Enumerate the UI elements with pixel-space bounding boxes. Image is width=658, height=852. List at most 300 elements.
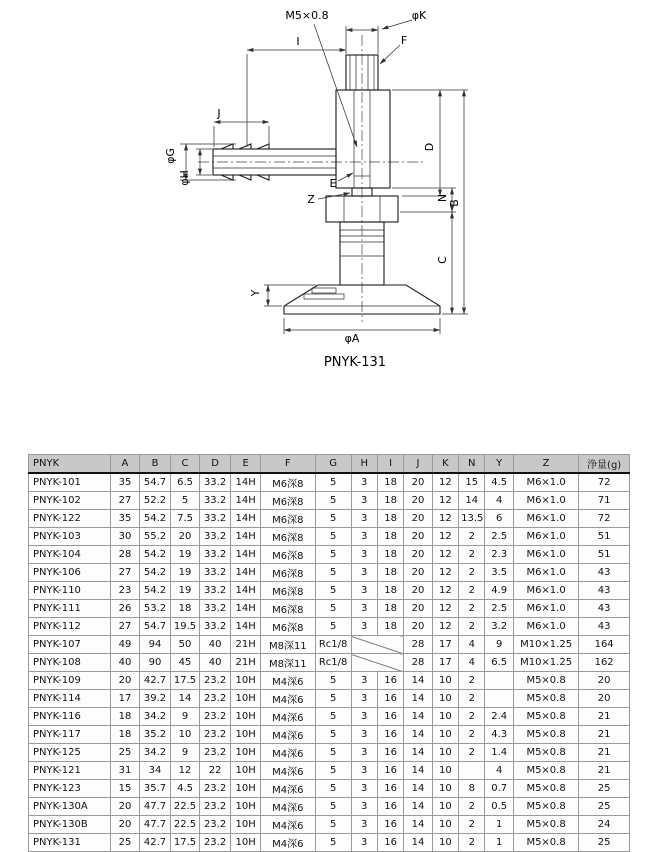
label-phi-a: φA (344, 332, 360, 345)
table-cell: 33.2 (199, 618, 231, 636)
table-cell: 25 (579, 780, 630, 798)
table-cell: M6深8 (260, 473, 315, 492)
table-row (29, 834, 630, 852)
table-cell: 9 (485, 636, 513, 654)
table-cell: 23.2 (199, 780, 231, 798)
table-cell: 2 (459, 546, 485, 564)
table-cell: 3 (351, 528, 377, 546)
table-cell: 3.5 (485, 564, 513, 582)
table-cell: 20 (404, 528, 432, 546)
spec-table (28, 454, 630, 852)
label-e: E (329, 177, 337, 190)
table-cell: M5×0.8 (513, 708, 578, 726)
table-cell: 20 (404, 492, 432, 510)
table-cell: 3 (351, 726, 377, 744)
table-cell: 10 (432, 834, 458, 852)
model-cell: PNYK-122 (29, 510, 111, 528)
table-cell: M8深11 (260, 636, 315, 654)
table-cell: 18 (377, 510, 403, 528)
table-cell: 23 (111, 582, 139, 600)
table-cell: 2 (459, 726, 485, 744)
table-cell: 21 (579, 744, 630, 762)
table-cell: 14H (231, 618, 261, 636)
table-cell: 50 (171, 636, 199, 654)
table-cell: M5×0.8 (513, 816, 578, 834)
table-cell: 17 (432, 654, 458, 672)
table-cell: 33.2 (199, 582, 231, 600)
table-cell: 3 (351, 816, 377, 834)
table-cell: M4深6 (260, 816, 315, 834)
table-cell: 21H (231, 636, 261, 654)
table-cell: M6深8 (260, 564, 315, 582)
table-cell: M4深6 (260, 726, 315, 744)
model-cell: PNYK-131 (29, 834, 111, 852)
table-cell (351, 636, 404, 654)
table-cell: 20 (404, 618, 432, 636)
table-cell: 18 (377, 600, 403, 618)
table-cell: 28 (404, 654, 432, 672)
table-cell: M6×1.0 (513, 528, 578, 546)
column-header: B (139, 455, 171, 474)
table-cell: 33.2 (199, 564, 231, 582)
table-cell: 40 (199, 636, 231, 654)
table-cell: 15 (111, 780, 139, 798)
table-cell: 4.5 (485, 473, 513, 492)
table-cell: 3 (351, 708, 377, 726)
table-cell: 162 (579, 654, 630, 672)
table-cell: 4 (459, 654, 485, 672)
table-cell: 4 (485, 762, 513, 780)
table-cell: 33.2 (199, 600, 231, 618)
table-cell: 25 (111, 834, 139, 852)
table-cell: 14 (404, 744, 432, 762)
table-cell: 16 (377, 834, 403, 852)
table-cell: 16 (377, 672, 403, 690)
table-cell: 10 (432, 744, 458, 762)
column-header: I (377, 455, 403, 474)
table-cell: 5 (315, 600, 351, 618)
table-cell: M6×1.0 (513, 473, 578, 492)
table-cell: 2 (459, 834, 485, 852)
table-cell: 14H (231, 564, 261, 582)
column-header: PNYK (29, 455, 111, 474)
table-cell: 35.2 (139, 726, 171, 744)
table-cell: 7.5 (171, 510, 199, 528)
table-cell: 42.7 (139, 672, 171, 690)
table-cell: 16 (377, 690, 403, 708)
table-cell: 47.7 (139, 816, 171, 834)
table-cell: 14H (231, 600, 261, 618)
table-cell: 3 (351, 672, 377, 690)
table-cell: M6×1.0 (513, 582, 578, 600)
table-cell: 18 (377, 582, 403, 600)
table-cell: 14 (404, 690, 432, 708)
table-cell: 3 (351, 600, 377, 618)
table-cell: 5 (315, 708, 351, 726)
table-cell: 20 (579, 690, 630, 708)
table-cell: 10 (432, 708, 458, 726)
table-cell: M6深8 (260, 582, 315, 600)
table-cell: 53.2 (139, 600, 171, 618)
table-cell: 39.2 (139, 690, 171, 708)
table-cell: M4深6 (260, 744, 315, 762)
label-phi-k: φK (411, 9, 427, 22)
model-cell: PNYK-117 (29, 726, 111, 744)
column-header: 浄量(g) (579, 455, 630, 474)
spec-table-head-row (29, 455, 630, 474)
barb-teeth-bottom (221, 175, 269, 180)
model-cell: PNYK-112 (29, 618, 111, 636)
model-cell: PNYK-130B (29, 816, 111, 834)
table-cell: 10H (231, 744, 261, 762)
table-cell: 5 (315, 528, 351, 546)
model-cell: PNYK-108 (29, 654, 111, 672)
table-cell: M6深8 (260, 618, 315, 636)
model-cell: PNYK-109 (29, 672, 111, 690)
table-cell: 20 (404, 473, 432, 492)
table-cell: M5×0.8 (513, 726, 578, 744)
table-cell: M4深6 (260, 798, 315, 816)
table-cell: 31 (111, 762, 139, 780)
table-cell: 47.7 (139, 798, 171, 816)
table-row (29, 564, 630, 582)
table-cell: 19 (171, 546, 199, 564)
table-cell: 72 (579, 510, 630, 528)
table-cell: 20 (111, 798, 139, 816)
table-cell: 51 (579, 546, 630, 564)
label-n: N (436, 193, 449, 203)
label-d: D (423, 142, 436, 152)
table-cell: 14 (171, 690, 199, 708)
table-cell: 2.5 (485, 528, 513, 546)
table-cell: 18 (377, 546, 403, 564)
table-row (29, 492, 630, 510)
table-cell: 6.5 (485, 654, 513, 672)
table-cell: 6 (485, 510, 513, 528)
label-z: Z (307, 193, 315, 206)
table-cell: 5 (315, 618, 351, 636)
table-cell: M4深6 (260, 780, 315, 798)
table-cell: 25 (579, 798, 630, 816)
model-cell: PNYK-107 (29, 636, 111, 654)
table-cell: M6×1.0 (513, 510, 578, 528)
label-j: J (217, 107, 221, 120)
table-cell: Rc1/8 (315, 654, 351, 672)
column-header: Y (485, 455, 513, 474)
table-cell: 22 (199, 762, 231, 780)
table-cell: 3 (351, 510, 377, 528)
table-cell: 3 (351, 618, 377, 636)
model-cell: PNYK-114 (29, 690, 111, 708)
spec-table-head (29, 455, 630, 474)
table-row (29, 726, 630, 744)
table-cell: 16 (377, 798, 403, 816)
table-cell: 22.5 (171, 816, 199, 834)
table-cell: 26 (111, 600, 139, 618)
table-cell: 1.4 (485, 744, 513, 762)
table-cell: 10 (432, 798, 458, 816)
model-cell: PNYK-130A (29, 798, 111, 816)
table-cell: 23.2 (199, 744, 231, 762)
column-header: Z (513, 455, 578, 474)
table-cell: M6×1.0 (513, 492, 578, 510)
table-cell: M4深6 (260, 708, 315, 726)
table-cell: M8深11 (260, 654, 315, 672)
table-row (29, 636, 630, 654)
table-row (29, 510, 630, 528)
table-cell: M4深6 (260, 762, 315, 780)
table-cell: 15 (459, 473, 485, 492)
table-cell: 164 (579, 636, 630, 654)
label-thread-top: M5×0.8 (285, 9, 329, 22)
table-cell: 14 (459, 492, 485, 510)
table-cell: 10H (231, 690, 261, 708)
table-cell: 4.9 (485, 582, 513, 600)
main-body (336, 90, 390, 188)
table-cell: M10×1.25 (513, 654, 578, 672)
table-cell: 14H (231, 492, 261, 510)
dimension-lines (180, 20, 468, 334)
table-cell: 23.2 (199, 708, 231, 726)
table-cell: 5 (315, 726, 351, 744)
table-cell: 72 (579, 473, 630, 492)
table-cell: 14 (404, 834, 432, 852)
table-cell: 18 (111, 726, 139, 744)
table-cell: 23.2 (199, 834, 231, 852)
table-cell: M4深6 (260, 672, 315, 690)
table-cell: 0.7 (485, 780, 513, 798)
table-cell: 19.5 (171, 618, 199, 636)
table-row (29, 528, 630, 546)
table-cell: 40 (199, 654, 231, 672)
table-cell: 20 (171, 528, 199, 546)
table-cell: 17.5 (171, 834, 199, 852)
table-cell: 23.2 (199, 816, 231, 834)
table-row (29, 690, 630, 708)
table-cell: 21 (579, 708, 630, 726)
table-cell: M6×1.0 (513, 618, 578, 636)
table-cell: 33.2 (199, 473, 231, 492)
table-cell: 5 (171, 492, 199, 510)
table-cell: 1 (485, 834, 513, 852)
table-cell: 14H (231, 528, 261, 546)
table-cell: 2 (459, 564, 485, 582)
table-cell: 18 (377, 528, 403, 546)
table-row (29, 618, 630, 636)
table-cell: 94 (139, 636, 171, 654)
table-cell: M6深8 (260, 492, 315, 510)
table-cell: 3 (351, 690, 377, 708)
table-cell: 10 (432, 816, 458, 834)
table-cell: 5 (315, 744, 351, 762)
column-header: C (171, 455, 199, 474)
table-cell: 20 (579, 672, 630, 690)
table-cell: 28 (111, 546, 139, 564)
table-cell: 20 (404, 582, 432, 600)
table-cell: 2.3 (485, 546, 513, 564)
label-y: Y (249, 289, 262, 297)
table-cell: 4.5 (171, 780, 199, 798)
table-cell: 5 (315, 546, 351, 564)
table-cell: 2 (459, 744, 485, 762)
table-cell: 5 (315, 582, 351, 600)
table-cell: 43 (579, 618, 630, 636)
table-cell (459, 762, 485, 780)
table-cell: 10 (432, 690, 458, 708)
table-row (29, 708, 630, 726)
table-cell: M6深8 (260, 510, 315, 528)
table-cell: 25 (111, 744, 139, 762)
table-cell: 12 (432, 600, 458, 618)
table-cell: 3 (351, 492, 377, 510)
table-cell: 5 (315, 473, 351, 492)
table-cell: 21H (231, 654, 261, 672)
table-cell: Rc1/8 (315, 636, 351, 654)
table-cell: 14 (404, 672, 432, 690)
table-cell: 43 (579, 600, 630, 618)
label-c: C (436, 256, 449, 264)
table-cell: 2 (459, 708, 485, 726)
table-cell: 17.5 (171, 672, 199, 690)
table-cell: 14 (404, 726, 432, 744)
table-cell: 8 (459, 780, 485, 798)
table-cell: 23.2 (199, 726, 231, 744)
drawing-caption: PNYK-131 (323, 355, 387, 370)
table-cell: M5×0.8 (513, 834, 578, 852)
model-cell: PNYK-101 (29, 473, 111, 492)
table-cell: 19 (171, 582, 199, 600)
model-cell: PNYK-116 (29, 708, 111, 726)
table-cell: 3 (351, 546, 377, 564)
table-cell: 2 (459, 582, 485, 600)
table-cell: 12 (432, 510, 458, 528)
table-cell: 54.2 (139, 546, 171, 564)
table-cell: 54.2 (139, 564, 171, 582)
table-cell: 2 (459, 816, 485, 834)
table-cell: 5 (315, 798, 351, 816)
table-cell: 43 (579, 582, 630, 600)
table-cell: 12 (432, 546, 458, 564)
model-cell: PNYK-103 (29, 528, 111, 546)
table-cell: 2 (459, 672, 485, 690)
table-cell: 18 (377, 618, 403, 636)
table-cell: 10H (231, 816, 261, 834)
table-cell: 5 (315, 492, 351, 510)
table-cell: 33.2 (199, 492, 231, 510)
table-cell: 14 (404, 798, 432, 816)
table-cell: 14H (231, 473, 261, 492)
label-phi-g: φG (164, 148, 177, 164)
table-cell: 20 (404, 510, 432, 528)
dimension-labels (164, 9, 461, 370)
table-cell: 10H (231, 726, 261, 744)
table-cell: 54.2 (139, 510, 171, 528)
table-cell: 2.4 (485, 708, 513, 726)
table-cell: 6.5 (171, 473, 199, 492)
table-cell: 20 (111, 816, 139, 834)
model-cell: PNYK-121 (29, 762, 111, 780)
table-cell: 17 (432, 636, 458, 654)
table-cell: M6深8 (260, 600, 315, 618)
table-cell: 49 (111, 636, 139, 654)
table-cell: 2 (459, 600, 485, 618)
table-cell: 3 (351, 780, 377, 798)
table-cell: 35 (111, 473, 139, 492)
column-header: N (459, 455, 485, 474)
table-cell: 12 (432, 618, 458, 636)
model-cell: PNYK-106 (29, 564, 111, 582)
table-cell: 18 (377, 473, 403, 492)
table-row (29, 582, 630, 600)
table-cell: M5×0.8 (513, 672, 578, 690)
table-cell: 18 (171, 600, 199, 618)
table-cell: 30 (111, 528, 139, 546)
label-i: I (296, 35, 300, 48)
table-row (29, 654, 630, 672)
label-f: F (400, 34, 408, 47)
table-cell: 2.5 (485, 600, 513, 618)
table-cell: M5×0.8 (513, 798, 578, 816)
model-cell: PNYK-123 (29, 780, 111, 798)
table-cell: 18 (377, 492, 403, 510)
table-cell: 10 (171, 726, 199, 744)
table-cell: 3 (351, 473, 377, 492)
table-cell: 14H (231, 582, 261, 600)
table-cell: 12 (432, 582, 458, 600)
table-cell: 18 (377, 564, 403, 582)
table-cell: 12 (432, 492, 458, 510)
table-cell: 12 (171, 762, 199, 780)
table-cell (485, 690, 513, 708)
table-row (29, 672, 630, 690)
table-cell: 28 (404, 636, 432, 654)
table-cell: 4 (485, 492, 513, 510)
table-cell: 4 (459, 636, 485, 654)
table-cell: 33.2 (199, 546, 231, 564)
table-cell: 14H (231, 510, 261, 528)
table-cell: 3 (351, 582, 377, 600)
table-cell: 12 (432, 564, 458, 582)
table-row (29, 798, 630, 816)
table-row (29, 816, 630, 834)
table-cell: 23.2 (199, 672, 231, 690)
column-header: E (231, 455, 261, 474)
table-cell: M5×0.8 (513, 744, 578, 762)
model-cell: PNYK-102 (29, 492, 111, 510)
table-cell: 5 (315, 816, 351, 834)
table-cell: 18 (111, 708, 139, 726)
table-cell: 21 (579, 726, 630, 744)
table-cell: 54.2 (139, 582, 171, 600)
table-cell: 16 (377, 780, 403, 798)
table-cell: 21 (579, 762, 630, 780)
column-header: H (351, 455, 377, 474)
table-cell: 23.2 (199, 798, 231, 816)
table-cell: 54.7 (139, 618, 171, 636)
model-cell: PNYK-110 (29, 582, 111, 600)
table-row (29, 744, 630, 762)
table-cell: 2 (459, 690, 485, 708)
table-cell: 10H (231, 798, 261, 816)
table-cell: 14H (231, 546, 261, 564)
spec-table-body (29, 473, 630, 852)
table-cell: 16 (377, 762, 403, 780)
label-phi-h: φH (178, 170, 191, 186)
table-row (29, 762, 630, 780)
table-cell: M4深6 (260, 690, 315, 708)
column-header: F (260, 455, 315, 474)
table-cell: 14 (404, 816, 432, 834)
